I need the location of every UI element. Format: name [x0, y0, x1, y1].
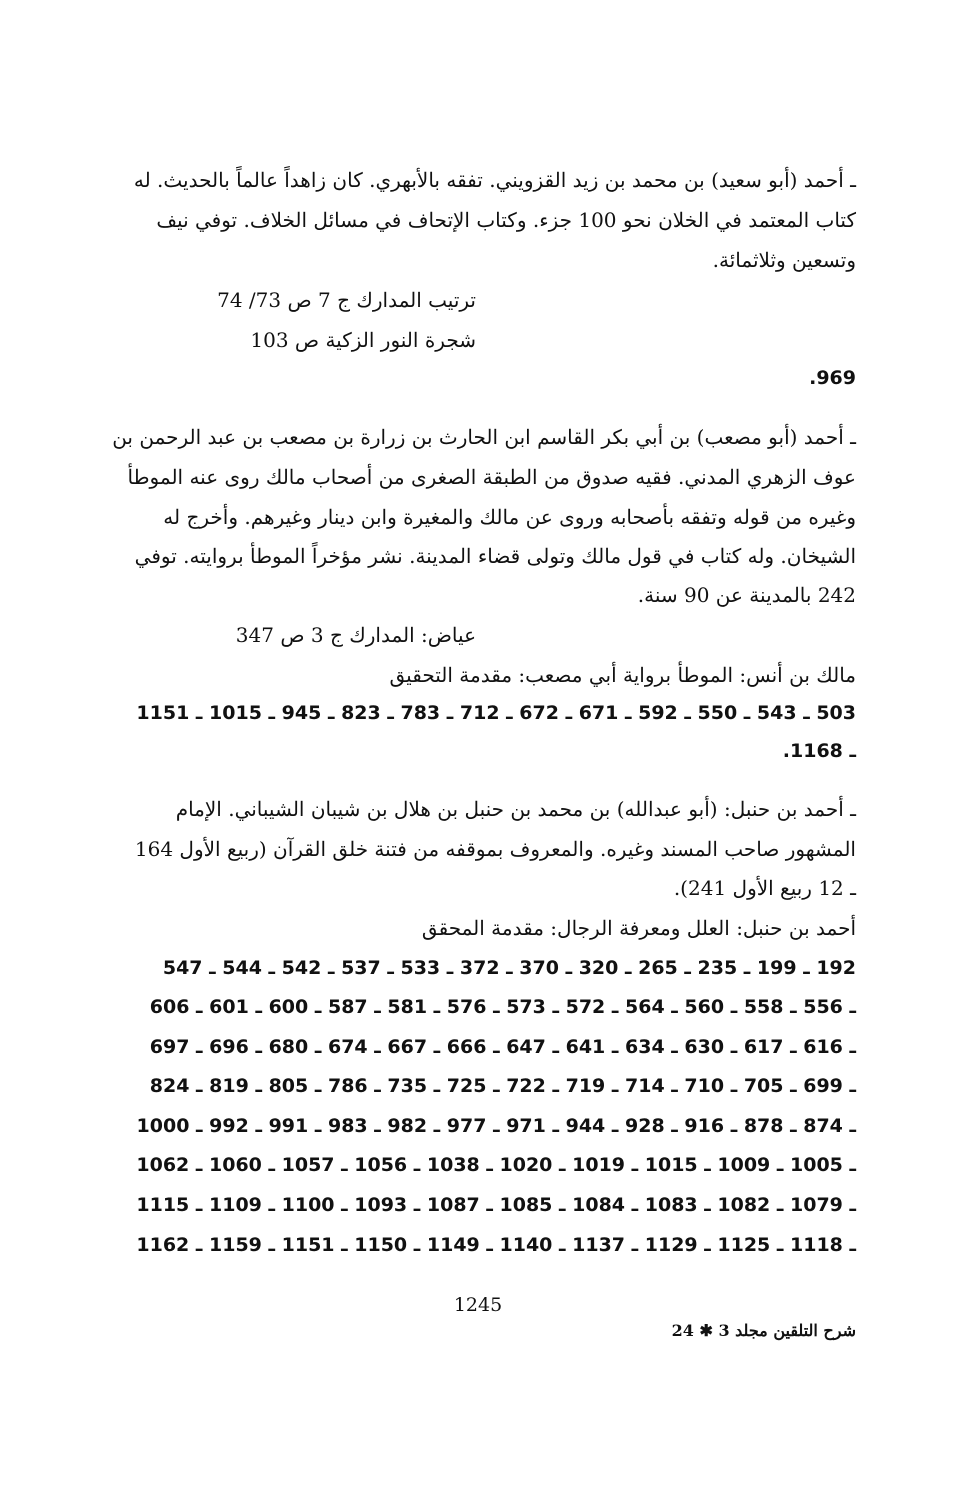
entry-3-line-3: ـ 12 ربيع الأول 241). — [673, 876, 856, 900]
entry-3-numbers-5: ـ 874 ـ 878 ـ 916 ـ 928 ـ 944 ـ 971 ـ 977 ـ 982 ـ 983 ـ 991 ـ 992 ـ 1000 — [136, 1115, 856, 1137]
page-number: 1245 — [453, 1294, 503, 1316]
entry-2-line-4: الشيخان. وله كتاب في قول مالك وتولى قضاء المدينة. نشر مؤخراً الموطأ بروايته. توفي — [134, 544, 856, 568]
entry-3-line-2: المشهور صاحب المسند وغيره. والمعروف بموقفه من فتنة خلق القرآن (ربيع الأول 164 — [134, 837, 856, 861]
entry-2-ref-1: عياض: المدارك ج 3 ص 347 — [235, 623, 476, 647]
entry-2-line-1: ـ أحمد (أبو مصعب) بن أبي بكر القاسم ابن الحارث بن زرارة بن مصعب بن عبد الرحمن بن — [112, 425, 856, 449]
footer-title: شرح التلقين مجلد 3 ✱ 24 — [671, 1321, 856, 1340]
entry-1-line-3: وتسعين وثلاثمائة. — [712, 248, 856, 272]
entry-3-ref-1: أحمد بن حنبل: العلل ومعرفة الرجال: مقدمة المحقق — [421, 916, 856, 940]
entry-3-numbers-3: ـ 616 ـ 617 ـ 630 ـ 634 ـ 641 ـ 647 ـ 666 ـ 667 ـ 674 ـ 680 ـ 696 ـ 697 — [149, 1036, 856, 1058]
entry-2-ref-2: مالك بن أنس: الموطأ برواية أبي مصعب: مقدمة التحقيق — [389, 663, 856, 687]
entry-1-ref-2: شجرة النور الزكية ص 103 — [250, 328, 476, 352]
entry-2-line-2: عوف الزهري المدني. فقيه صدوق من الطبقة الصغرى من أصحاب مالك روى عنه الموطأ — [127, 465, 856, 489]
entry-1-line-1: ـ أحمد (أبو سعيد) بن محمد بن زيد القزويني. تفقه بالأبهري. كان زاهداً عالماً بالحديث. له — [133, 168, 856, 192]
entry-3-numbers-2: ـ 556 ـ 558 ـ 560 ـ 564 ـ 572 ـ 573 ـ 576 ـ 581 ـ 587 ـ 600 ـ 601 ـ 606 — [149, 996, 856, 1018]
entry-3-line-1: ـ أحمد بن حنبل: (أبو عبدالله) بن محمد بن حنبل بن هلال بن شيبان الشيباني. الإمام — [175, 797, 856, 821]
entry-1-line-2: كتاب المعتمد في الخلان نحو 100 جزء. وكتاب الإتحاف في مسائل الخلاف. توفي نيف — [156, 208, 856, 232]
entry-2-line-3: وغيره من قوله وتفقه بأصحابه وروى عن مالك والمغيرة وابن دينار وغيرهم. وأخرج له — [163, 505, 856, 529]
entry-2-numbers-1: 503 ـ 543 ـ 550 ـ 592 ـ 671 ـ 672 ـ 712 ـ 783 ـ 823 ـ 945 ـ 1015 ـ 1151 — [136, 702, 856, 724]
entry-3-numbers-8: ـ 1118 ـ 1125 ـ 1129 ـ 1137 ـ 1140 ـ 1149 ـ 1150 ـ 1151 ـ 1159 ـ 1162 — [136, 1234, 856, 1256]
entry-number: .969 — [809, 367, 856, 389]
entry-3-numbers-1: 192 ـ 199 ـ 235 ـ 265 ـ 320 ـ 370 ـ 372 ـ 533 ـ 537 ـ 542 ـ 544 ـ 547 — [162, 957, 856, 979]
entry-3-numbers-4: ـ 699 ـ 705 ـ 710 ـ 714 ـ 719 ـ 722 ـ 725 ـ 735 ـ 786 ـ 805 ـ 819 ـ 824 — [149, 1075, 856, 1097]
entry-3-numbers-7: ـ 1079 ـ 1082 ـ 1083 ـ 1084 ـ 1085 ـ 1087 ـ 1093 ـ 1100 ـ 1109 ـ 1115 — [136, 1194, 856, 1216]
entry-2-numbers-2: ـ 1168. — [782, 740, 856, 762]
entry-2-line-5: 242 بالمدينة عن 90 سنة. — [637, 583, 856, 607]
entry-1-ref-1: ترتيب المدارك ج 7 ص 73/ 74 — [217, 288, 476, 312]
entry-3-numbers-6: ـ 1005 ـ 1009 ـ 1015 ـ 1019 ـ 1020 ـ 1038 ـ 1056 ـ 1057 ـ 1060 ـ 1062 — [136, 1154, 856, 1176]
